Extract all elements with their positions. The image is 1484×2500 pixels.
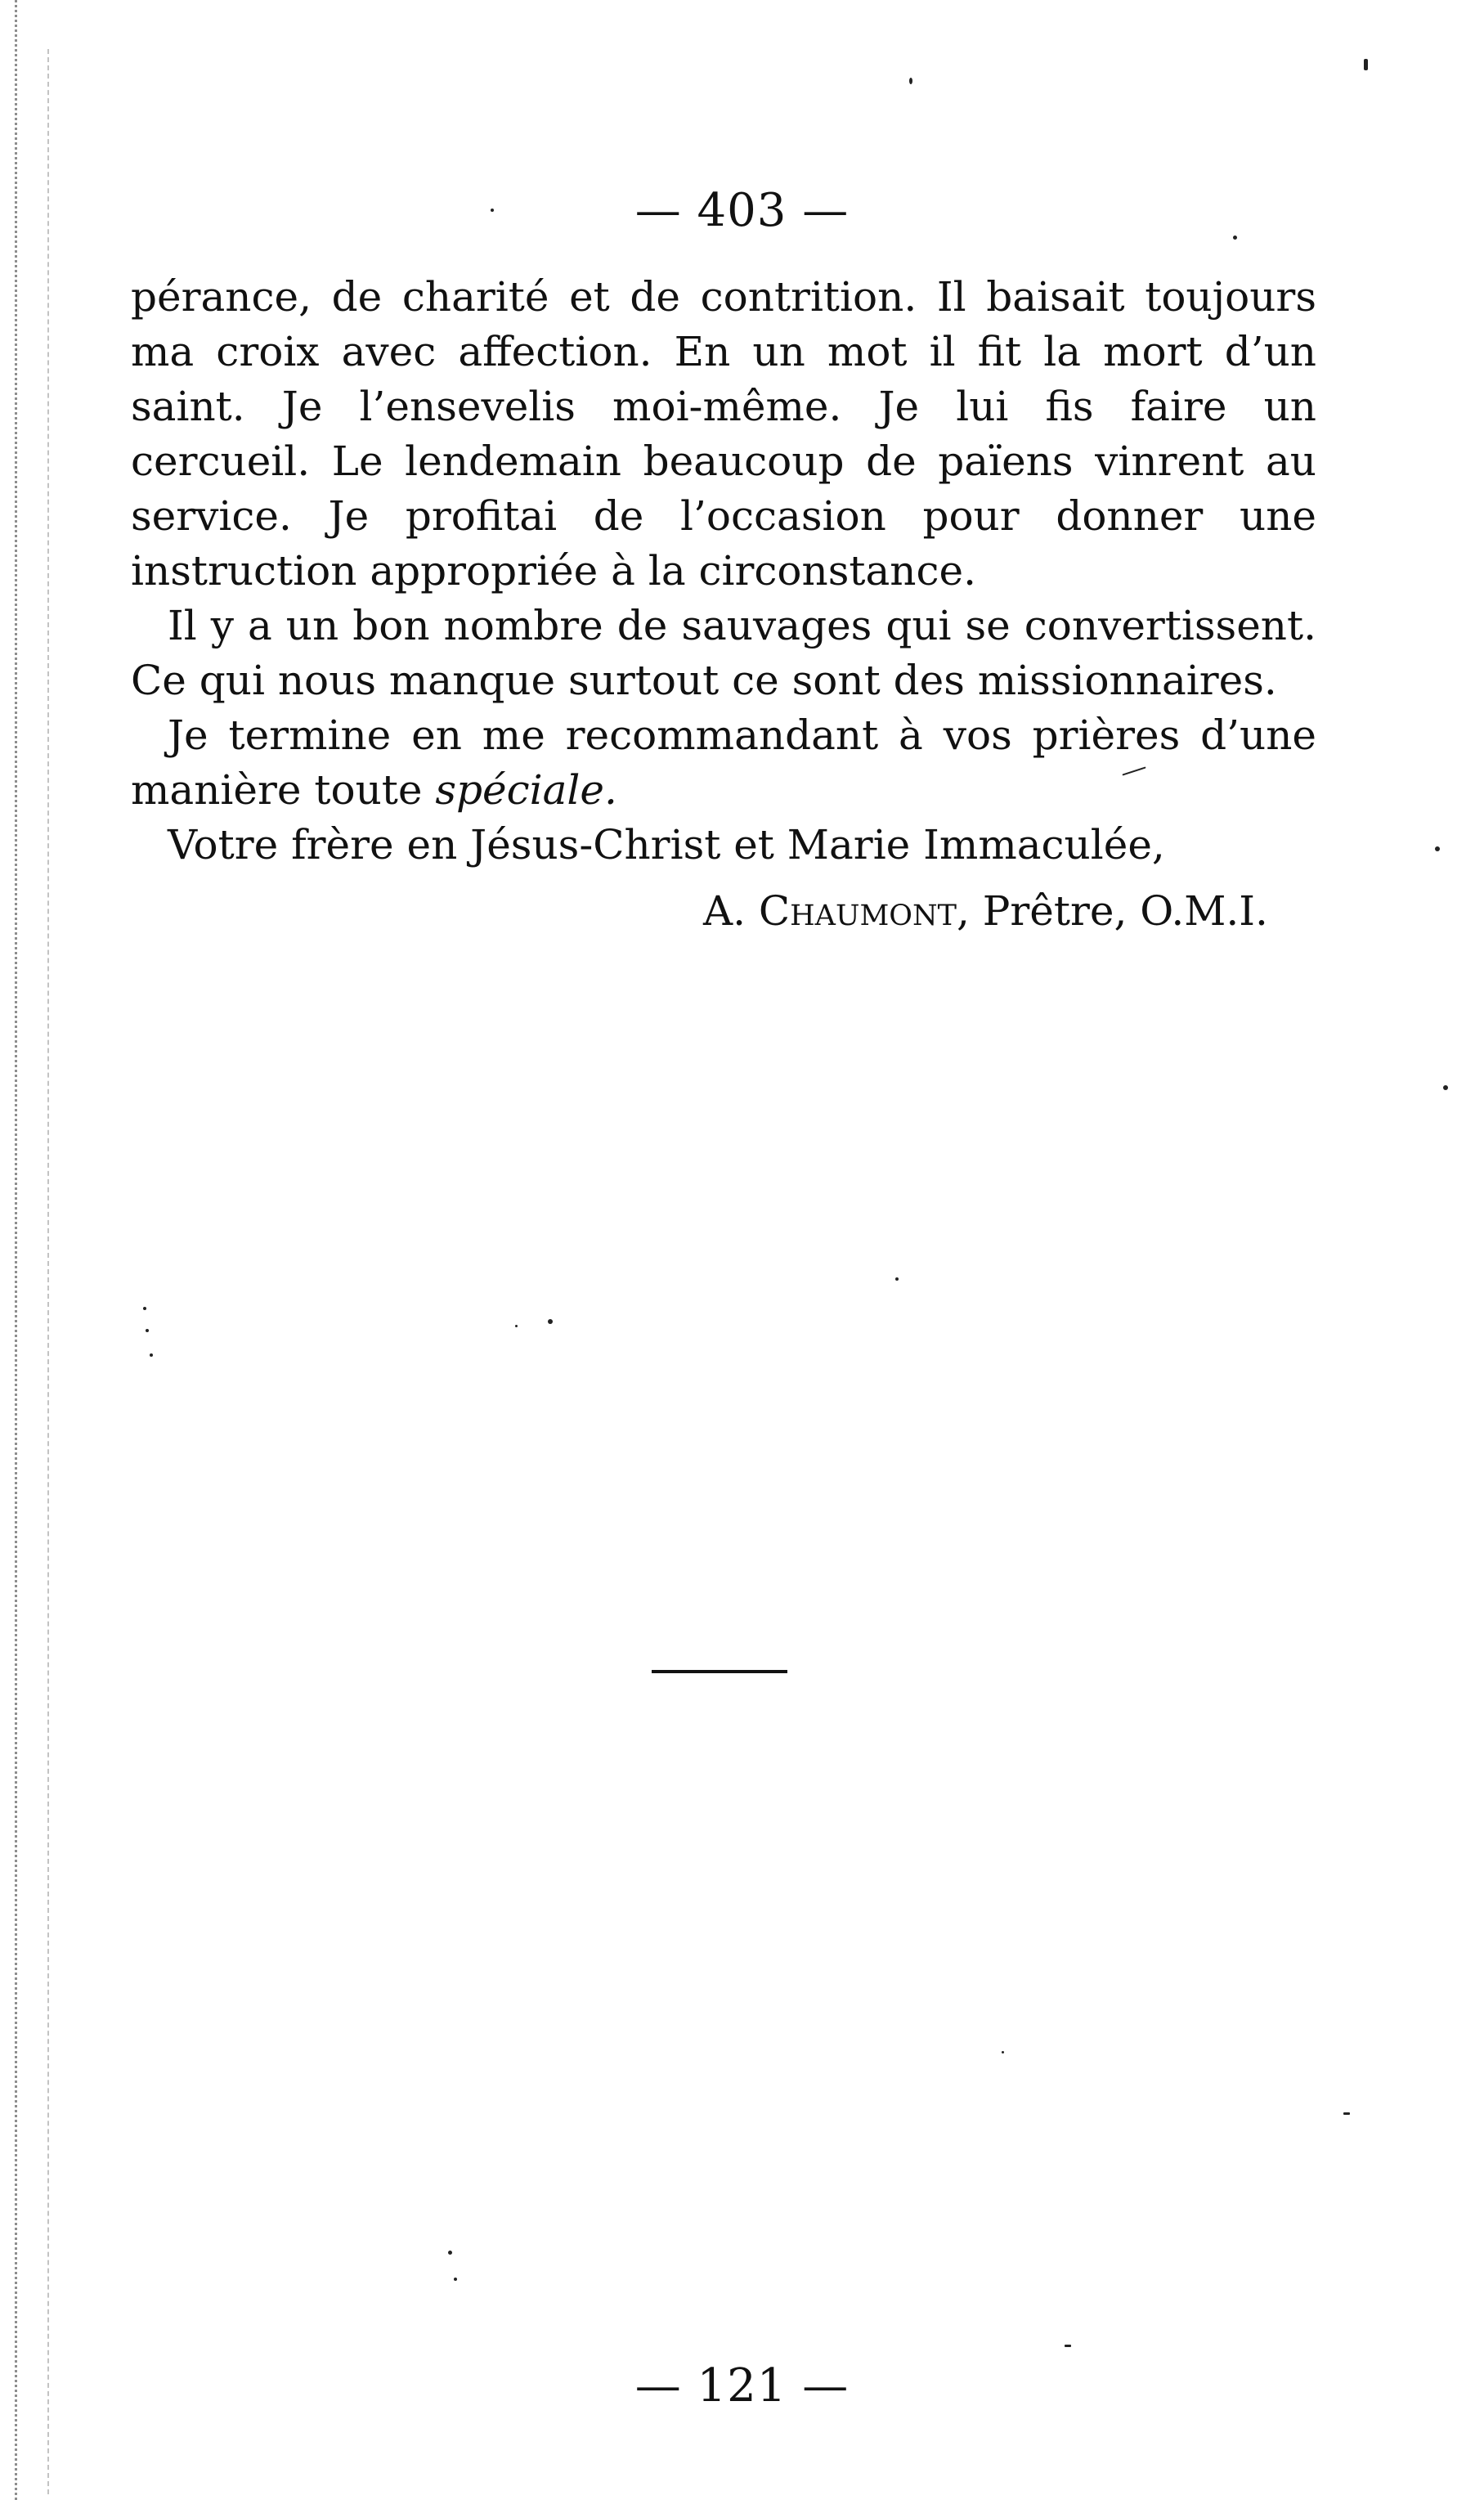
signature-initial: A. (703, 887, 759, 935)
scan-speck (143, 1307, 146, 1310)
scan-speck (448, 2251, 452, 2255)
scan-speck (1343, 2112, 1350, 2115)
scan-speck (1443, 1085, 1448, 1090)
paragraph-3-emphasis: spéciale. (435, 766, 617, 814)
page-footer-number: — 121 — (634, 2359, 850, 2412)
scan-speck (150, 1353, 153, 1357)
scan-speck (1233, 236, 1237, 240)
page-binding-edge (15, 0, 22, 2500)
paragraph-3-text: Je termine en me recommandant à vos prières d’une manière toute (131, 711, 1316, 814)
scan-speck (454, 2278, 457, 2281)
paragraph-1: pérance, de charité et de contrition. Il baisait toujours ma croix avec affection. En un mot il fit la mort d’un saint. Je l’ensevelis moi-même. Je lui fis faire un cercueil. Le lendemain beaucoup de païens vinrent au service. Je profitai de l’occasion pour donner une instruction appropriée à la circonstance. (131, 273, 1316, 595)
scan-speck (1065, 2345, 1071, 2347)
section-divider (652, 1670, 787, 1673)
letter-body (131, 270, 1316, 939)
scan-speck (1435, 846, 1440, 851)
page-binding-shadow (47, 49, 52, 2494)
signature (131, 884, 1316, 939)
scan-speck (146, 1329, 149, 1332)
closing-line: Votre frère en Jésus-Christ et Marie Immaculée, (168, 821, 1165, 868)
scan-speck (909, 78, 912, 84)
signature-name: Chaumont (758, 887, 957, 935)
page-header-number: — 403 — (634, 184, 850, 237)
scan-speck (548, 1319, 553, 1324)
signature-title: , Prêtre, O.M.I. (956, 887, 1268, 935)
scan-speck (895, 1277, 899, 1281)
paragraph-3 (131, 708, 1316, 818)
scan-speck (491, 209, 494, 212)
scan-speck (1002, 2051, 1004, 2053)
scan-speck (515, 1325, 518, 1327)
paragraph-2: Il y a un bon nombre de sauvages qui se convertissent. Ce qui nous manque surtout ce sont des missionnaires. (131, 602, 1316, 704)
scan-speck (1364, 59, 1368, 70)
